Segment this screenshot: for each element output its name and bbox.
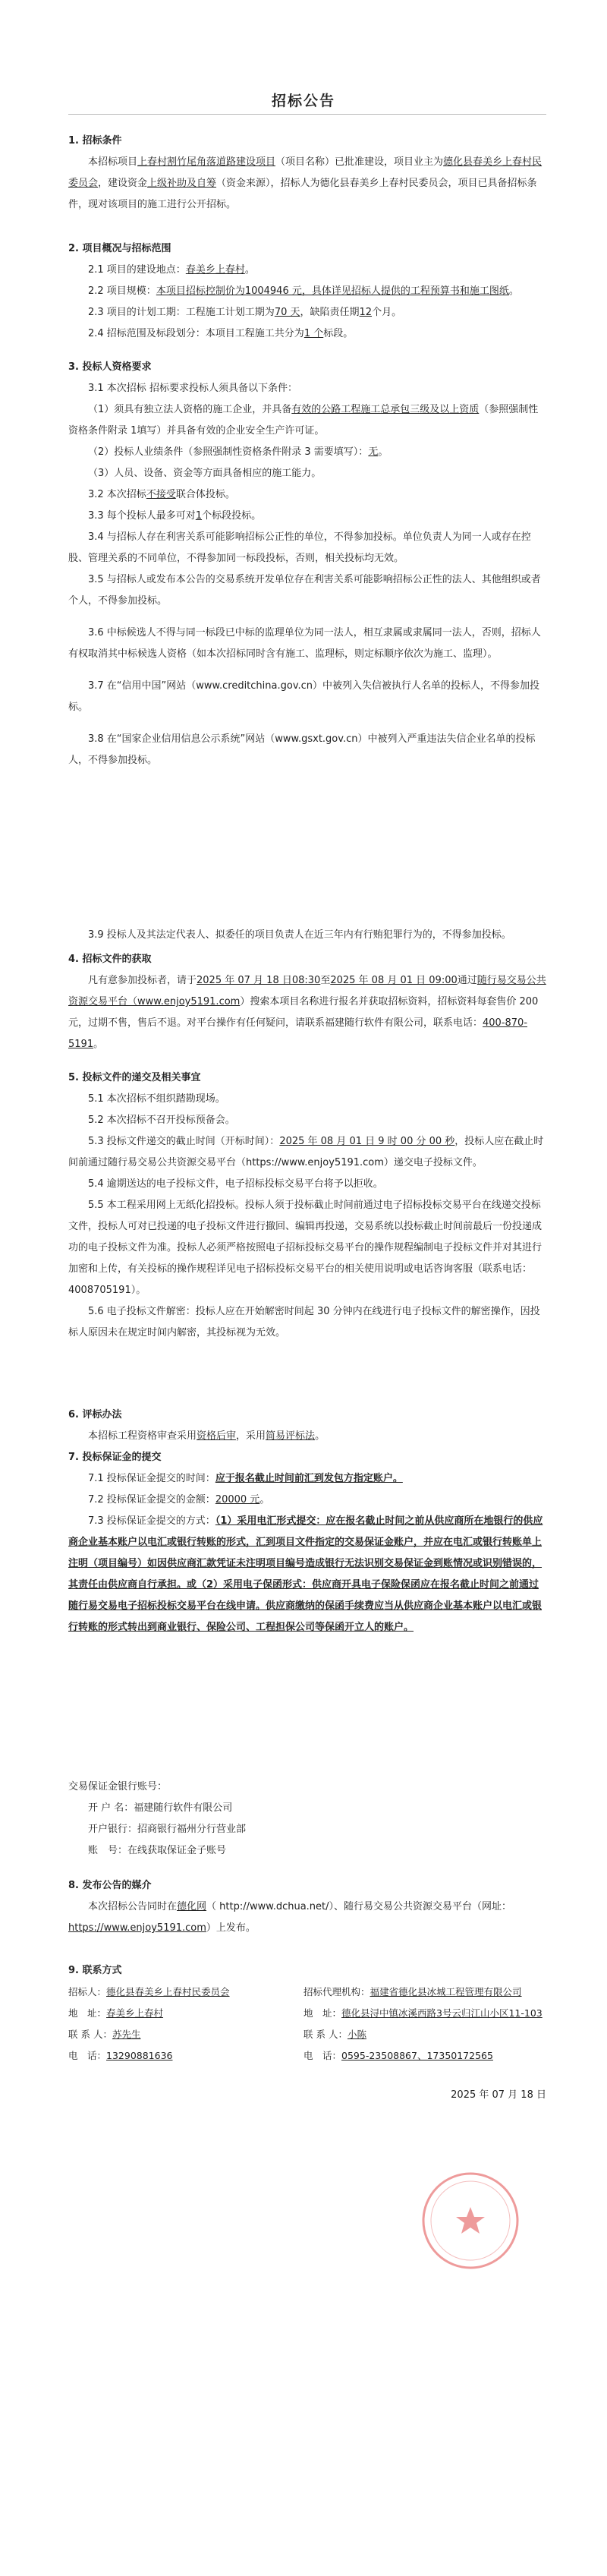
owner-name: 德化县春美乡上春村民委员会	[106, 1986, 230, 1997]
section-3-continued	[68, 925, 546, 946]
item-5-3: 5.3 投标文件递交的截止时间（开标时间）：2025 年 08 月 01 日 9 时 00 分 00 秒，投标人应在截止时间前通过随行易交易公共资源交易平台（https://www.enjoy5191.com）递交电子投标文件。	[68, 1136, 544, 1168]
notice-date: 2025 年 07 月 18 日	[451, 2089, 546, 2101]
item-7-3: 7.3 投标保证金提交的方式：（1）采用电汇形式提交：应在报名截止时间之前从供应商所在地银行的供应商企业基本账户以电汇或银行转账的形式，汇到项目文件指定的交易保证金账户，并应在电汇或银行转账单上注明（项目编号）如因供应商汇款凭证未注明项目编号造成银行无法识别交易保证金到账情况或识别错误的，其责任由供应商自行承担。或（2）采用电子保函形式：供应商开具电子保险保函应在报名截止时间之前通过随行易交易电子招标投标交易平台在线申请。供应商缴纳的保函手续费应当从供应商企业基本账户以电汇或银行转账的形式转出到商业银行、保险公司、工程担保公司等保函开立人的账户。	[68, 1515, 543, 1633]
title-divider	[68, 114, 546, 115]
project-scale: 本项目招标控制价为1004946 元，具体详见招标人提供的工程预算书和施工图纸	[156, 285, 509, 297]
support-phone: 400-870-5191	[68, 1017, 528, 1050]
bank-info	[68, 1777, 546, 1862]
condition-1: （1）须具有独立法人资格的施工企业，并具备有效的公路工程施工总承包三级及以上资质（参照强制性资格条件附录 1填写）并具备有效的企业安全生产许可证。	[68, 404, 539, 437]
item-3-2: 3.2 本次招标不接受联合体投标。	[88, 489, 235, 500]
section-3	[68, 357, 546, 771]
section-4-paragraph: 凡有意参加投标者，请于2025 年 07 月 18 日08:30至2025 年 08 月 01 日 09:00通过随行易交易公共资源交易平台（www.enjoy5191.com）搜索本项目名称进行报名并获取招标资料，招标资料每套售价 200 元，过期不售，售后不退。对平台操作有任何疑问，请联系福建随行软件有限公司，联系电话：400-870-5191。	[68, 975, 546, 1050]
section-1	[68, 131, 546, 216]
section-8-heading: 8. 发布公告的媒介	[68, 1880, 152, 1891]
condition-2: （2）投标人业绩条件（参照强制性资格条件附录 3 需要填写）：无。	[88, 446, 388, 458]
bank-account-number: 账 号：在线获取保证金子账号	[88, 1845, 227, 1856]
section-7-heading: 7. 投标保证金的提交	[68, 1452, 162, 1463]
section-3-heading: 3. 投标人资格要求	[68, 361, 152, 373]
platform-link[interactable]: www.enjoy5191.com	[137, 996, 241, 1007]
item-5-4: 5.4 逾期送达的电子投标文件，电子招标投标交易平台将予以拒收。	[88, 1178, 383, 1190]
section-9-heading: 9. 联系方式	[68, 1965, 122, 1976]
section-5	[68, 1067, 546, 1344]
deposit-amount: 20000 元	[215, 1494, 260, 1506]
build-location: 春美乡上春村	[185, 264, 245, 276]
defect-period: 12	[359, 307, 373, 318]
section-8	[68, 1875, 546, 1939]
item-5-5: 5.5 本工程采用网上无纸化招投标。投标人须于投标截止时间前通过电子招标投标交易平台在线递交投标文件，投标人可对已投递的电子投标文件进行撤回、编辑再投递，交易系统以投标截止时间前最后一份投递成功的电子投标文件为准。投标人必须严格按照电子招标投标交易平台的操作规程编制电子投标文件并对其进行加密和上传，有关投标的操作规程详见电子招标投标交易平台的相关使用说明或电话咨询客服（联系电话：4008705191）。	[68, 1200, 543, 1296]
agent-phone: 0595-23508867、17350172565	[341, 2050, 493, 2061]
section-7	[68, 1447, 546, 1638]
section-5-heading: 5. 投标文件的递交及相关事宜	[68, 1072, 201, 1083]
owner-phone: 13290881636	[106, 2050, 173, 2061]
red-seal-icon	[417, 2168, 524, 2274]
item-3-3: 3.3 每个投标人最多可对1个标段投标。	[88, 510, 262, 522]
item-3-4: 3.4 与招标人存在利害关系可能影响招标公正性的单位，不得参加投标。单位负责人为同一人或存在控股、管理关系的不同单位，不得参加同一标段投标，否则，相关投标均无效。	[68, 531, 531, 564]
section-6	[68, 1405, 546, 1447]
item-3-8: 3.8 在“国家企业信用信息公示系统”网站（www.gsxt.gov.cn）中被列入严重违法失信企业名单的投标人，不得参加投标。	[68, 733, 536, 766]
bank-account-name: 开 户 名：福建随行软件有限公司	[88, 1802, 233, 1814]
section-1-paragraph: 本招标项目上春村割竹尾角落道路建设项目（项目名称）已批准建设，项目业主为德化县春美乡上春村民委员会，建设资金上级补助及自筹（资金来源），招标人为德化县春美乡上春村民委员会，项目已具备招标条件，现对该项目的施工进行公开招标。	[68, 156, 543, 210]
section-9	[68, 1960, 546, 1982]
item-2-2: 2.2 项目规模：本项目招标控制价为1004946 元，具体详见招标人提供的工程预算书和施工图纸。	[88, 285, 519, 297]
agent-contact: 招标代理机构：福建省德化县冰城工程管理有限公司 地 址：德化县浔中镇冰溪西路3号云归江山小区11-103 联 系 人：小陈 电 话：0595-23508867、17350172565	[304, 1986, 543, 2061]
item-3-6: 3.6 中标候选人不得与同一标段已中标的监理单位为同一法人，相互隶属或隶属同一法人，否则，招标人有权取消其中标候选人资格（如本次招标同时含有施工、监理标，则定标顺序依次为施工、监理）。	[68, 627, 541, 660]
bank-name: 开户银行：招商银行福州分行营业部	[88, 1824, 247, 1835]
item-3-5: 3.5 与招标人或发布本公告的交易系统开发单位存在利害关系可能影响招标公正性的法人、其他组织或者个人，不得参加投标。	[68, 574, 541, 607]
item-3-7: 3.7 在“信用中国”网站（www.creditchina.gov.cn）中被列入失信被执行人名单的投标人，不得参加投标。	[68, 680, 540, 713]
section-8-paragraph: 本次招标公告同时在德化网（ http://www.dchua.net/）、随行易交易公共资源交易平台（网址：https://www.enjoy5191.com）上发布。	[68, 1901, 512, 1934]
enjoy5191-link[interactable]: https://www.enjoy5191.com	[68, 1922, 206, 1934]
deadline: 2025 年 08 月 01 日 9 时 00 分 00 秒	[279, 1136, 455, 1147]
start-time: 2025 年 07 月 18 日08:30	[197, 975, 321, 986]
section-1-heading: 1. 招标条件	[68, 135, 122, 147]
dehua-link[interactable]: 德化网	[177, 1901, 207, 1912]
page-title: 招标公告	[271, 93, 335, 109]
section-4-heading: 4. 招标文件的获取	[68, 954, 152, 965]
agent-name: 福建省德化县冰城工程管理有限公司	[370, 1986, 522, 1997]
item-7-1: 7.1 投标保证金提交的时间：应于报名截止时间前汇到发包方指定账户。	[88, 1473, 403, 1484]
item-5-6: 5.6 电子投标文件解密：投标人应在开始解密时间起 30 分钟内在线进行电子投标文件的解密操作，因投标人原因未在规定时间内解密，其投标视为无效。	[68, 1306, 540, 1338]
section-6-heading: 6. 评标办法	[68, 1409, 122, 1420]
item-3-1: 3.1 本次招标 招标要求投标人须具备以下条件：	[88, 383, 297, 394]
item-5-1: 5.1 本次招标不组织踏勘现场。	[88, 1093, 225, 1105]
item-7-2: 7.2 投标保证金提交的金额：20000 元。	[88, 1494, 270, 1506]
end-time: 2025 年 08 月 01 日 09:00	[330, 975, 458, 986]
performance-requirement: 无	[368, 446, 379, 458]
item-3-9: 3.9 投标人及其法定代表人、拟委任的项目负责人在近三年内有行贿犯罪行为的，不得参加投标。	[88, 929, 511, 941]
lot-count: 1 个	[304, 328, 324, 339]
project-owner: 德化县春美乡上春村民委员会	[68, 156, 543, 189]
item-2-1: 2.1 项目的建设地点：春美乡上春村。	[88, 264, 255, 276]
section-4	[68, 949, 546, 1055]
owner-contact-person: 苏先生	[112, 2029, 141, 2040]
agent-contact-person: 小陈	[347, 2029, 366, 2040]
bank-heading: 交易保证金银行账号：	[68, 1781, 168, 1792]
planned-duration: 70 天	[274, 307, 300, 318]
fund-source: 上级补助及自筹	[147, 178, 217, 189]
project-name: 上春村割竹尾角落道路建设项目	[137, 156, 276, 168]
section-2-heading: 2. 项目概况与招标范围	[68, 243, 171, 254]
condition-3: （3）人员、设备、资金等方面具备相应的施工能力。	[88, 468, 322, 479]
section-2	[68, 238, 546, 345]
owner-contact: 招标人：德化县春美乡上春村民委员会 地 址：春美乡上春村 联 系 人：苏先生 电 话：13290881636	[68, 1986, 230, 2061]
item-2-4: 2.4 招标范围及标段划分：本项目工程施工共分为1 个标段。	[88, 328, 354, 339]
item-2-3: 2.3 项目的计划工期：工程施工计划工期为70 天，缺陷责任期12个月。	[88, 307, 402, 318]
owner-address: 春美乡上春村	[106, 2007, 164, 2019]
item-5-2: 5.2 本次招标不召开投标预备会。	[88, 1115, 235, 1126]
agent-address: 德化县浔中镇冰溪西路3号云归江山小区11-103	[341, 2007, 543, 2019]
section-6-paragraph: 本招标工程资格审查采用资格后审，采用简易评标法。	[88, 1430, 326, 1442]
